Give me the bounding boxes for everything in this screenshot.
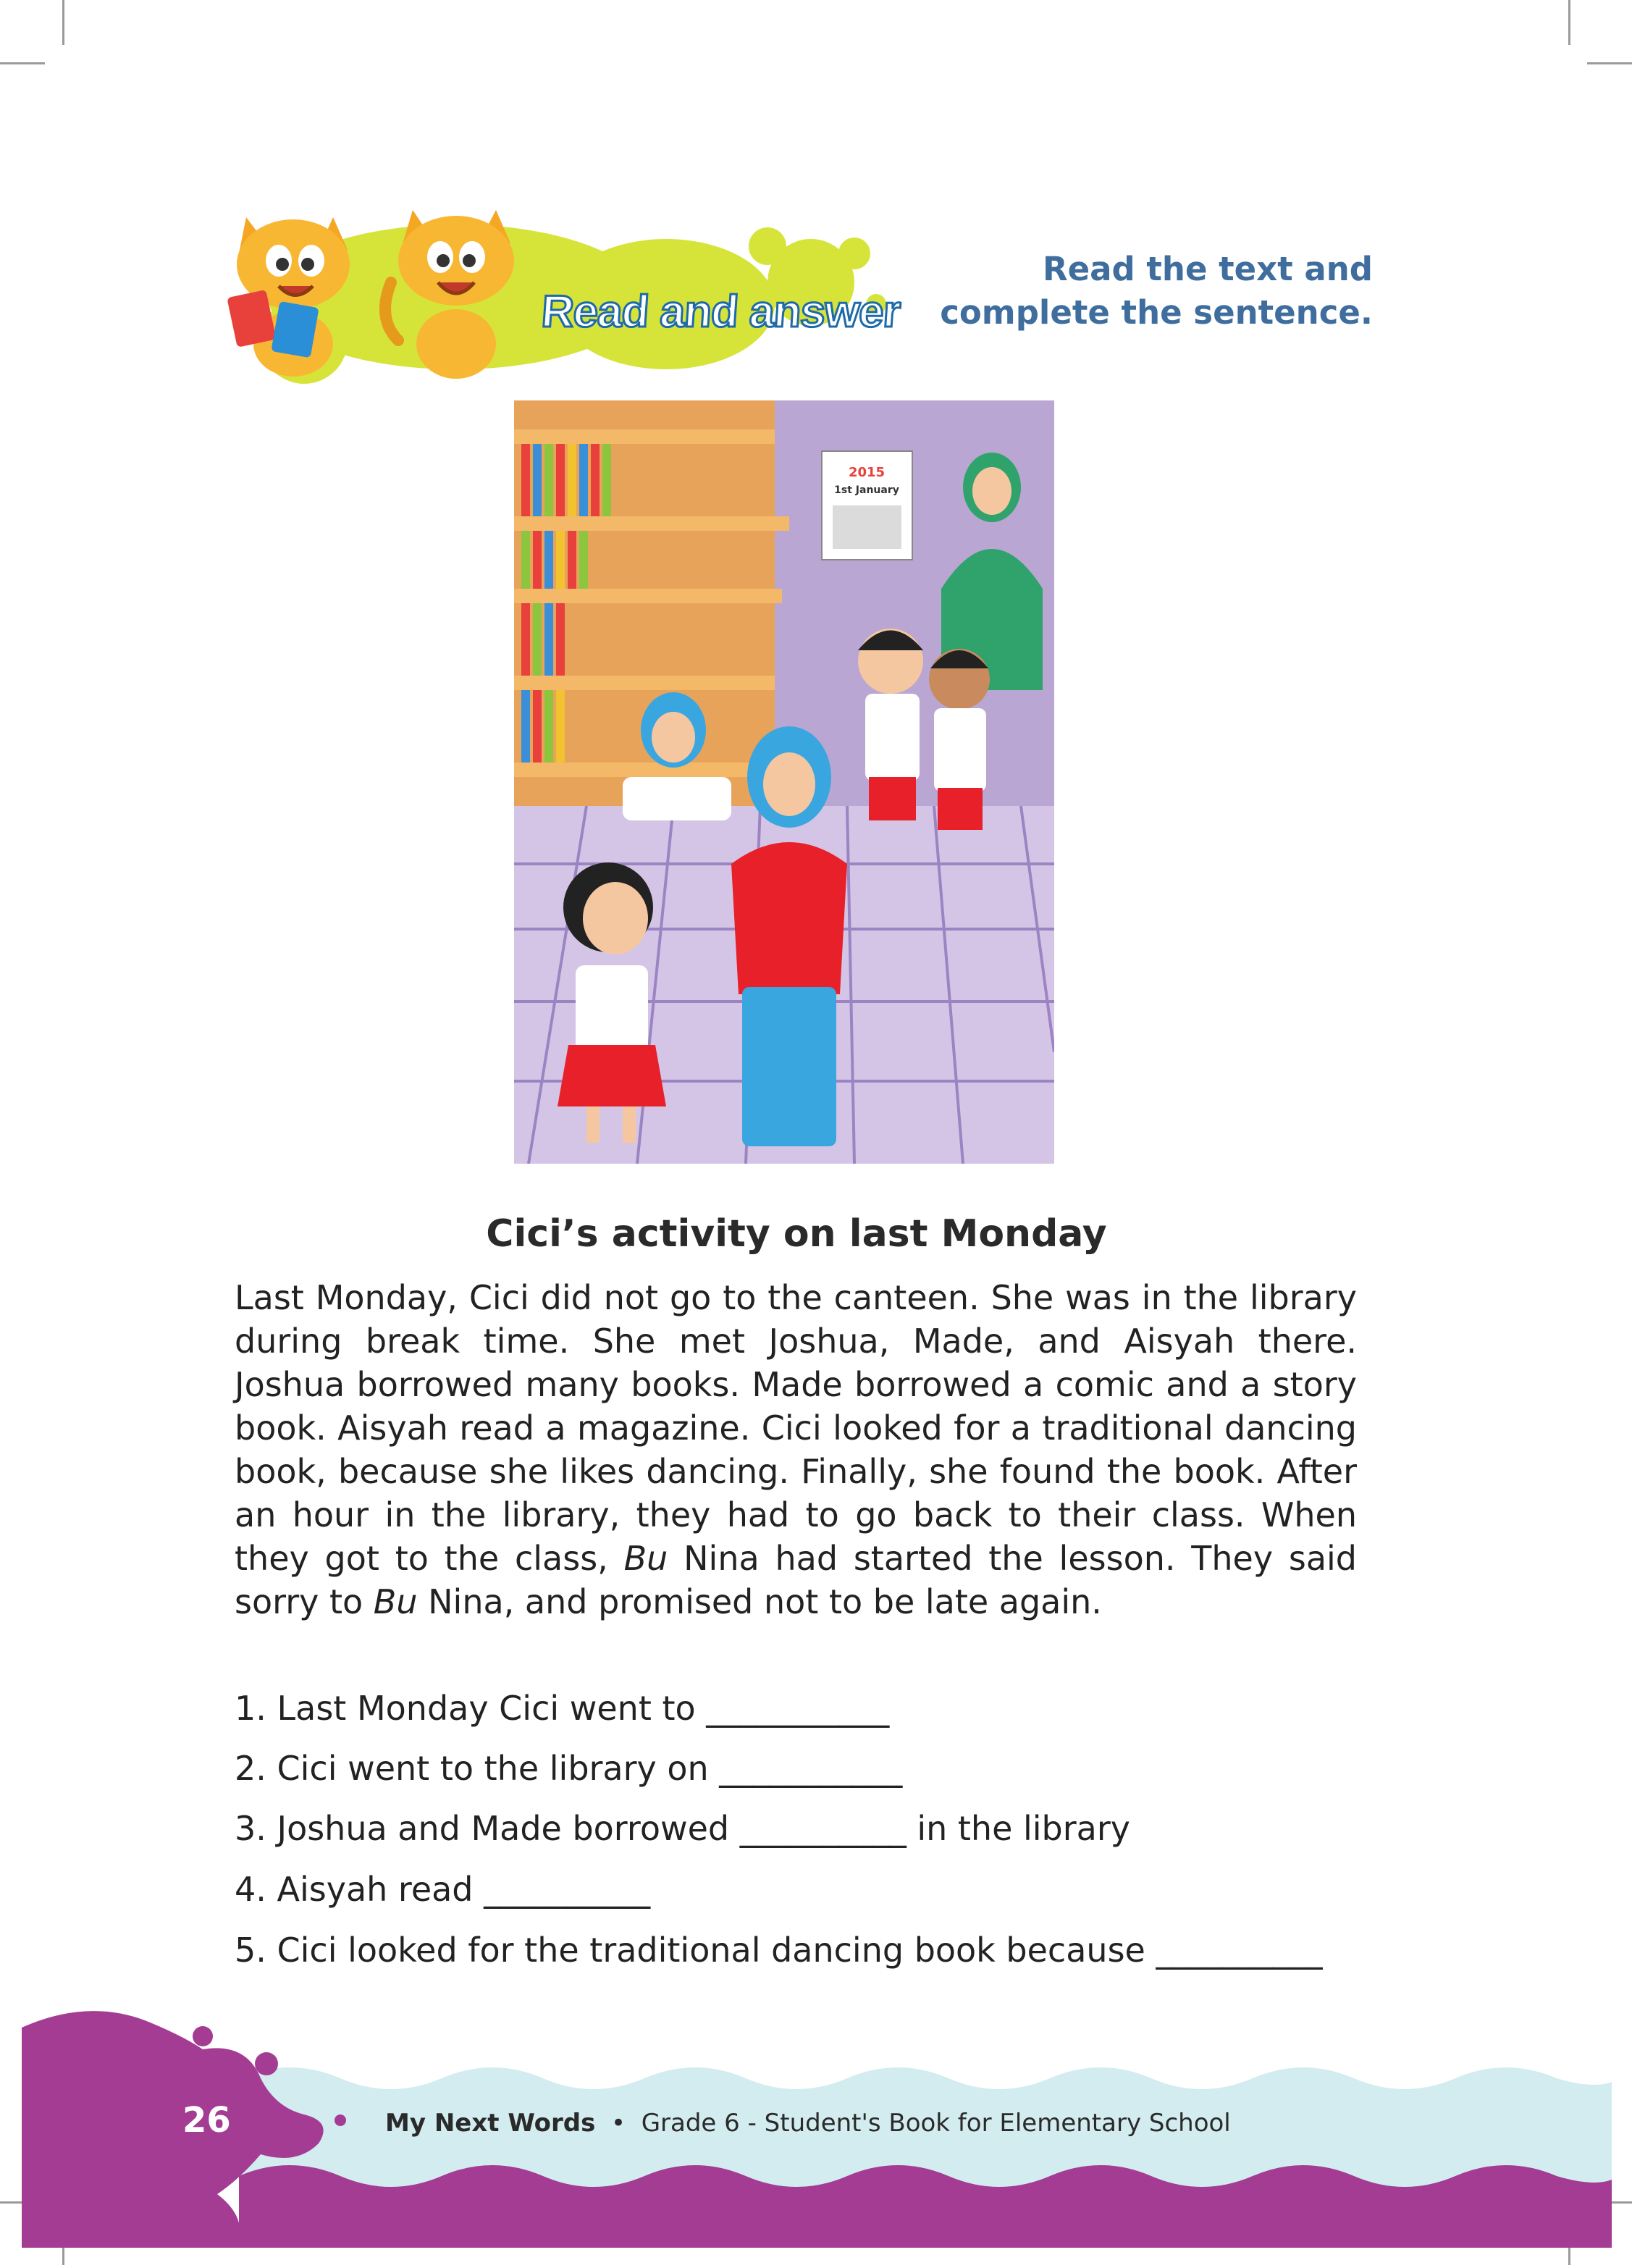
book-subtitle: Grade 6 - Student's Book for Elementary School <box>641 2109 1231 2138</box>
crop-mark <box>1568 0 1570 45</box>
library-illustration <box>514 400 1054 1164</box>
paragraph-part2: Nina had started the lesson. They said sorry to <box>235 1539 1358 1621</box>
crop-mark <box>1587 62 1632 64</box>
footer-bullet: • <box>611 2109 626 2138</box>
calendar-year: 2015 <box>848 465 886 480</box>
banner-label: Read and answer <box>539 287 902 337</box>
instruction-line1: Read the text and <box>1043 250 1373 288</box>
reading-paragraph <box>235 1276 1357 1624</box>
library-scene-image <box>514 400 1054 1164</box>
page-number: 26 <box>182 2100 231 2141</box>
question-4: 4. Aisyah read __________ <box>235 1870 651 1909</box>
calendar-month: 1st January <box>834 484 899 496</box>
crop-mark <box>62 0 64 45</box>
question-5: 5. Cici looked for the traditional dancing book because __________ <box>235 1931 1323 1970</box>
question-3: 3. Joshua and Made borrowed __________ in the library <box>235 1809 1130 1848</box>
reading-title: Cici’s activity on last Monday <box>486 1212 1107 1256</box>
instruction-line2: complete the sentence. <box>940 293 1373 332</box>
bu-title-1: Bu <box>623 1539 668 1578</box>
crop-mark <box>0 62 45 64</box>
question-1: 1. Last Monday Cici went to ___________ <box>235 1689 890 1728</box>
cat-reading-icon <box>227 217 350 377</box>
paragraph-part1: Last Monday, Cici did not go to the canteen. She was in the library during break time. She met Joshua, Made, and Aisyah there. Joshua borrowed many books. Made borrowed a comic and a story book. Aisyah read a magazine. Cici looked for a traditional dancing book, because she likes dancing. Finally, she found the book. After an hour in the library, they had to go back to their class. When they got to the class, <box>235 1278 1357 1578</box>
bu-title-2: Bu <box>373 1582 418 1621</box>
paragraph-part3: Nina, and promised not to be late again. <box>417 1582 1102 1621</box>
instruction <box>920 248 1373 335</box>
question-2: 2. Cici went to the library on ___________ <box>235 1749 903 1788</box>
book-title: My Next Words <box>385 2109 596 2138</box>
footer-text <box>385 2109 1231 2138</box>
